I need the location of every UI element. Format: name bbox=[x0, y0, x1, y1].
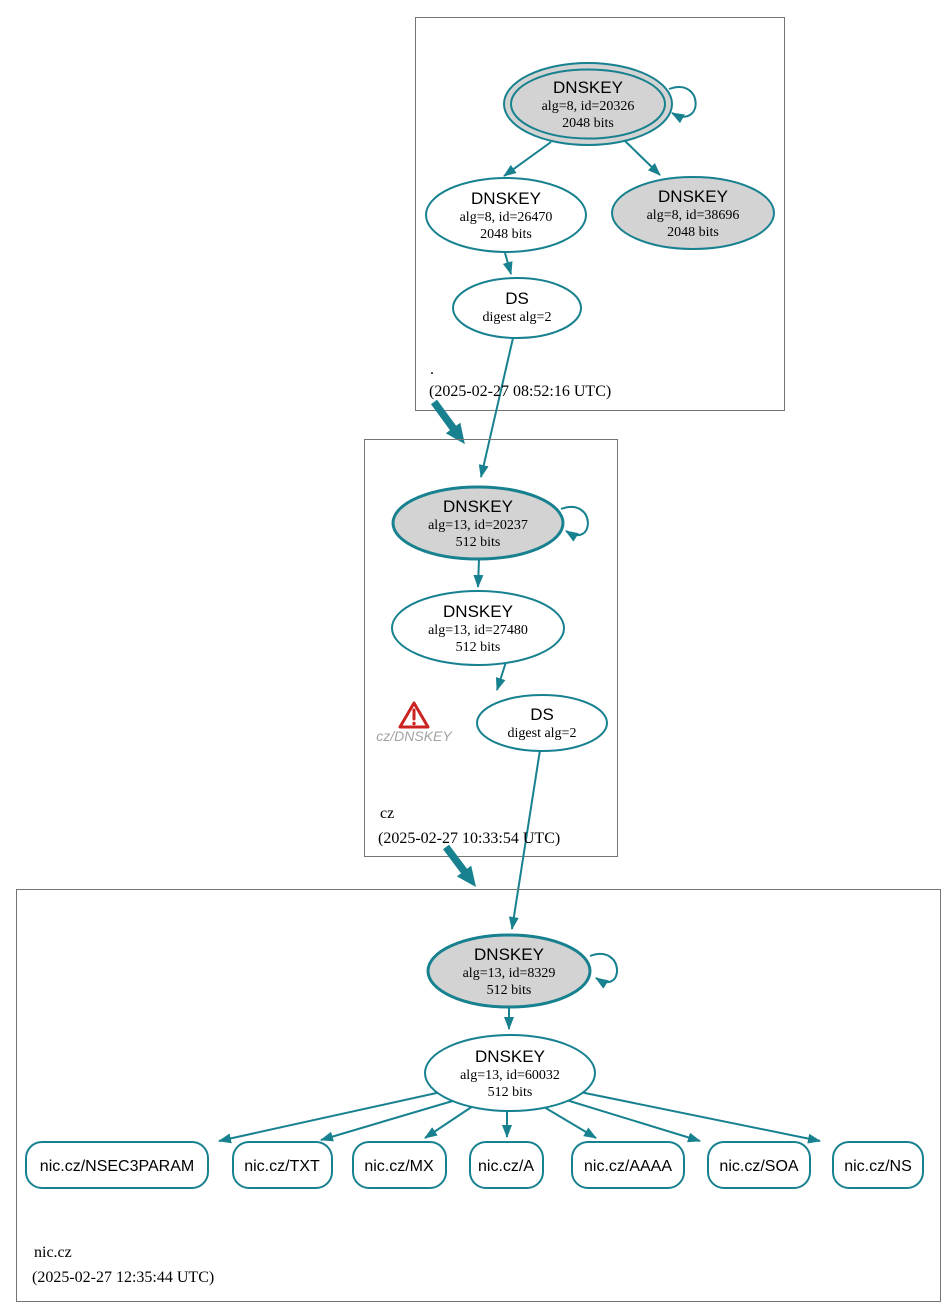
dnskey-node-20237[interactable] bbox=[393, 487, 563, 559]
rrset-a[interactable] bbox=[470, 1142, 543, 1188]
zone-timestamp-niccz: (2025-02-27 12:35:44 UTC) bbox=[32, 1269, 215, 1286]
node-title: DS bbox=[505, 289, 529, 308]
dnskey-node-8329[interactable] bbox=[428, 935, 590, 1007]
edge-cz-ksk-to-zsk bbox=[478, 559, 479, 587]
dnskey-node-60032[interactable] bbox=[425, 1035, 595, 1111]
node-detail: alg=8, id=38696 bbox=[646, 208, 740, 223]
dnskey-node-27480[interactable] bbox=[392, 591, 564, 665]
rrset-aaaa[interactable] bbox=[572, 1142, 684, 1188]
zone-label-niccz: nic.cz bbox=[34, 1244, 72, 1261]
node-detail: alg=13, id=8329 bbox=[462, 966, 556, 981]
edge-zsk-to-ns bbox=[580, 1092, 820, 1141]
rrset-nsec3param[interactable] bbox=[26, 1142, 208, 1188]
edge-niccz-ksk-selfloop bbox=[590, 954, 617, 982]
edge-zsk-to-txt bbox=[321, 1100, 456, 1140]
rrset-label: nic.cz/TXT bbox=[244, 1158, 320, 1175]
node-title: DNSKEY bbox=[475, 1047, 545, 1066]
warning-icon[interactable] bbox=[400, 703, 428, 727]
warning-label: cz/DNSKEY bbox=[376, 728, 452, 744]
edge-root-ksk-to-zsk bbox=[504, 142, 551, 176]
dnskey-node-38696[interactable] bbox=[612, 177, 774, 249]
node-detail: alg=8, id=20326 bbox=[541, 99, 635, 114]
node-bits: 512 bits bbox=[455, 535, 501, 550]
edge-zsk-to-nsec3param bbox=[219, 1092, 441, 1141]
node-title: DNSKEY bbox=[443, 602, 513, 621]
rrset-soa[interactable] bbox=[708, 1142, 810, 1188]
rrset-label: nic.cz/AAAA bbox=[583, 1158, 673, 1175]
node-bits: 512 bits bbox=[487, 1085, 533, 1100]
node-detail: alg=8, id=26470 bbox=[459, 210, 553, 225]
edge-delegation-root-cz bbox=[434, 402, 456, 432]
rrset-label: nic.cz/MX bbox=[364, 1158, 434, 1175]
edge-root-ksk-to-ksk2 bbox=[624, 140, 660, 175]
edge-root-ksk-selfloop bbox=[669, 87, 696, 117]
node-title: DNSKEY bbox=[658, 187, 728, 206]
edge-zsk-to-aaaa bbox=[544, 1107, 596, 1138]
node-detail: digest alg=2 bbox=[507, 726, 577, 741]
node-bits: 2048 bits bbox=[480, 227, 532, 242]
edge-zsk-to-mx bbox=[425, 1106, 473, 1138]
rrset-txt[interactable] bbox=[233, 1142, 332, 1188]
node-detail: alg=13, id=27480 bbox=[428, 623, 528, 638]
zone-timestamp-cz: (2025-02-27 10:33:54 UTC) bbox=[378, 830, 561, 847]
zone-timestamp-root: (2025-02-27 08:52:16 UTC) bbox=[429, 383, 612, 400]
edge-zsk-to-soa bbox=[563, 1099, 700, 1141]
node-bits: 512 bits bbox=[486, 983, 532, 998]
node-title: DS bbox=[530, 705, 554, 724]
node-detail: alg=13, id=20237 bbox=[428, 518, 528, 533]
edge-root-ds-to-cz-ksk bbox=[481, 338, 513, 477]
edge-cz-ksk-selfloop bbox=[561, 507, 588, 535]
ds-node-cz[interactable] bbox=[477, 695, 607, 751]
rrset-mx[interactable] bbox=[353, 1142, 446, 1188]
node-title: DNSKEY bbox=[443, 497, 513, 516]
node-title: DNSKEY bbox=[471, 189, 541, 208]
rrset-label: nic.cz/NSEC3PARAM bbox=[39, 1158, 195, 1175]
edge-root-zsk-to-ds bbox=[505, 253, 511, 274]
edge-delegation-cz-niccz bbox=[446, 847, 467, 875]
rrset-ns[interactable] bbox=[833, 1142, 923, 1188]
ds-node-root[interactable] bbox=[453, 278, 581, 338]
rrset-label: nic.cz/A bbox=[477, 1158, 535, 1175]
node-bits: 512 bits bbox=[455, 640, 501, 655]
edge-cz-zsk-to-ds bbox=[497, 662, 506, 690]
node-bits: 2048 bits bbox=[667, 225, 719, 240]
node-bits: 2048 bits bbox=[562, 116, 614, 131]
node-detail: digest alg=2 bbox=[482, 310, 552, 325]
node-title: DNSKEY bbox=[474, 945, 544, 964]
rrset-label: nic.cz/SOA bbox=[719, 1158, 799, 1175]
zone-label-cz: cz bbox=[380, 805, 395, 822]
zone-label-root: . bbox=[430, 361, 434, 378]
rrset-label: nic.cz/NS bbox=[844, 1158, 912, 1175]
dnskey-node-20326[interactable] bbox=[504, 63, 672, 145]
node-detail: alg=13, id=60032 bbox=[460, 1068, 560, 1083]
dnskey-node-26470[interactable] bbox=[426, 178, 586, 252]
node-title: DNSKEY bbox=[553, 78, 623, 97]
